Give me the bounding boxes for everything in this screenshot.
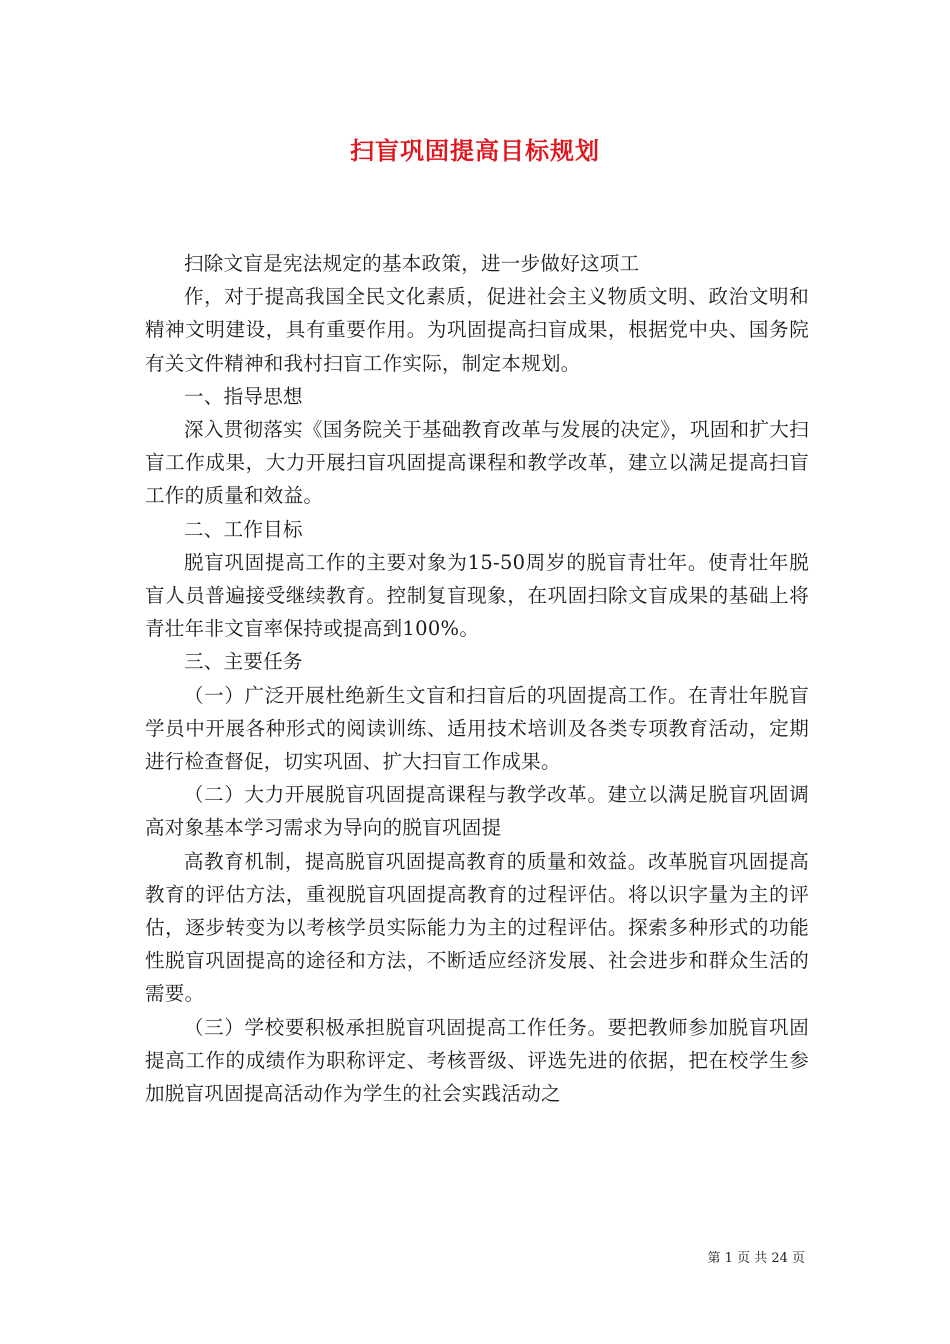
section-heading: 二、工作目标 (184, 517, 303, 541)
paragraph: （三）学校要积极承担脱盲巩固提高工作任务。要把教师参加脱盲巩固提高工作的成绩作为职称评定、考核晋级、评选先进的依据，把在校学生参加脱盲巩固提高活动作为学生的社会实践活动之 (145, 1015, 809, 1106)
page-number-footer: 第 1 页 共 24 页 (707, 1251, 805, 1266)
paragraph: 高教育机制，提高脱盲巩固提高教育的质量和效益。改革脱盲巩固提高教育的评估方法，重视脱盲巩固提高教育的过程评估。将以识字量为主的评估，逐步转变为以考核学员实际能力为主的过程评估。探索多种形式的功能性脱盲巩固提高的途径和方法，不断适应经济发展、社会进步和群众生活的需要。 (145, 849, 809, 1006)
paragraph: 扫除文盲是宪法规定的基本政策，进一步做好这项工 (184, 252, 640, 275)
document-title: 扫盲巩固提高目标规划 (350, 136, 600, 165)
section-heading: 一、指导思想 (184, 384, 303, 408)
paragraph: （一）广泛开展杜绝新生文盲和扫盲后的巩固提高工作。在青壮年脱盲学员中开展各种形式的阅读训练、适用技术培训及各类专项教育活动，定期进行检查督促，切实巩固、扩大扫盲工作成果。 (145, 683, 809, 774)
paragraph: （二）大力开展脱盲巩固提高课程与教学改革。建立以满足脱盲巩固调高对象基本学习需求为导向的脱盲巩固提 (145, 783, 809, 840)
paragraph: 脱盲巩固提高工作的主要对象为15-50周岁的脱盲青壮年。使青壮年脱盲人员普遍接受继续教育。控制复盲现象，在巩固扫除文盲成果的基础上将青壮年非文盲率保持或提高到100%。 (145, 550, 809, 641)
document-body (145, 247, 809, 1110)
paragraph: 深入贯彻落实《国务院关于基础教育改革与发展的决定》，巩固和扩大扫盲工作成果，大力开展扫盲巩固提高课程和教学改革，建立以满足提高扫盲工作的质量和效益。 (145, 418, 809, 508)
paragraph: 作，对于提高我国全民文化素质，促进社会主义物质文明、政治文明和精神文明建设，具有重要作用。为巩固提高扫盲成果，根据党中央、国务院有关文件精神和我村扫盲工作实际，制定本规划。 (145, 285, 809, 375)
section-heading: 三、主要任务 (184, 650, 303, 674)
